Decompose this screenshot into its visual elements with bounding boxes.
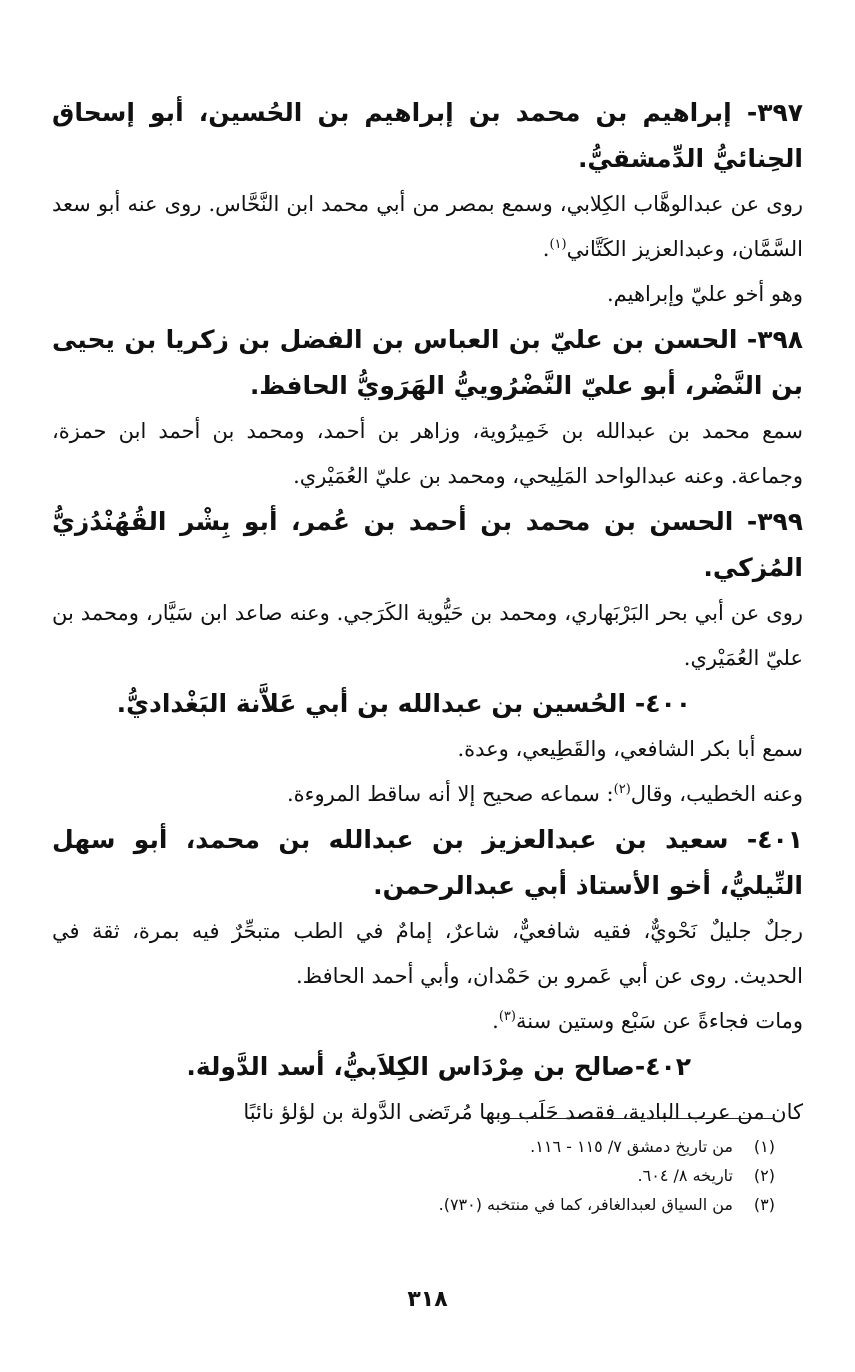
footnote-mark: (١) <box>549 237 567 252</box>
entry-heading-400: ٤٠٠- الحُسين بن عبدالله بن أبي عَلاَّنة البَغْداديُّ. <box>116 689 691 718</box>
entry-text: سمع محمد بن عبدالله بن خَمِيرُوية، وزاهر بن أحمد، ومحمد بن أحمد ابن حمزة، وجماعة. وعنه عبدالواحد المَلِيحي، ومحمد بن عليّ العُمَيْري. <box>52 419 803 488</box>
entry-body-402 <box>52 1090 803 1135</box>
entry-heading-397: ٣٩٧- إبراهيم بن محمد بن إبراهيم بن الحُسين، أبو إسحاق الحِنائيُّ الدِّمشقيُّ. <box>52 98 803 173</box>
entry-text: رجلٌ جليلٌ نَحْويٌّ، فقيه شافعيٌّ، شاعرٌ، إمامٌ في الطب متبحِّرٌ فيه بمرة، ثقة في الحديث. روى عن أبي عَمرو بن حَمْدان، وأبي أحمد الحافظ. <box>52 919 803 988</box>
entry-text: روى عن أبي بحر البَرْبَهاري، ومحمد بن حَيُّوية الكَرَجي. وعنه صاعد ابن سَيَّار، ومحمد بن عليّ العُمَيْري. <box>52 601 803 670</box>
entry-text: : سماعه صحيح إلا أنه ساقط المروءة. <box>286 782 614 806</box>
footnote-number: (١) <box>753 1137 775 1156</box>
footnote-divider <box>497 1118 775 1119</box>
footnote-item <box>75 1190 775 1219</box>
footnote-item <box>75 1132 775 1161</box>
entry-text: وعنه الخطيب، وقال <box>630 782 803 806</box>
entry-body-400 <box>52 727 803 817</box>
footnote-mark: (٣) <box>498 1009 516 1024</box>
footnote-item <box>75 1161 775 1190</box>
entry-body-399 <box>52 591 803 681</box>
entry-body-397: روى عن عبدالوهَّاب الكِلابي، وسمع بمصر من أبي محمد ابن النَّحَّاس. روى عنه أبو سعد السَّمَّان، وعبدالعزيز الكَتَّاني$^{(١)}$. وهو أخو عليّ وإبراهيم. <box>52 182 803 317</box>
entry-heading-399: ٣٩٩- الحسن بن محمد بن أحمد بن عُمر، أبو بِشْر القُهُنْدُزيُّ المُزكي. <box>52 507 803 582</box>
footnote-number: (٣) <box>753 1195 775 1214</box>
entry-body-398 <box>52 409 803 499</box>
footnote-text: من تاريخ دمشق ٧/ ١١٥ - ١١٦. <box>530 1137 733 1156</box>
entry-heading-402: ٤٠٢-صالح بن مِرْدَاس الكِلاَبيُّ، أسد الدَّولة. <box>186 1052 691 1081</box>
footnotes <box>75 1132 775 1219</box>
page-body <box>52 90 803 1135</box>
entry-text: سمع أبا بكر الشافعي، والقَطِيعي، وعدة. <box>457 737 803 761</box>
entry-text: وهو أخو عليّ وإبراهيم. <box>606 282 803 306</box>
entry-heading-398: ٣٩٨- الحسن بن عليّ بن العباس بن الفضل بن زكريا بن يحيى بن النَّضْر، أبو عليّ النَّضْرُوييُّ الهَرَويُّ الحافظ. <box>52 325 803 400</box>
footnote-number: (٢) <box>753 1166 775 1185</box>
footnote-text: تاريخه ٨/ ٦٠٤. <box>637 1166 733 1185</box>
entry-body-401: رجلٌ جليلٌ نَحْويٌّ، فقيه شافعيٌّ، شاعرٌ، إمامٌ في الطب متبحِّرٌ فيه بمرة، ثقة في الحديث. روى عن أبي عَمرو بن حَمْدان، وأبي أحمد الحافظ. ومات فجاءةً عن سَبْع وستين سنة$^{(٣)}$. <box>52 909 803 1044</box>
entry-text: روى عن عبدالوهَّاب الكِلابي، وسمع بمصر من أبي محمد ابن النَّحَّاس. روى عنه أبو سعد السَّمَّان، وعبدالعزيز الكَتَّاني <box>52 192 803 261</box>
footnote-mark: (٢) <box>613 782 631 797</box>
page-number: ٣١٨ <box>407 1287 448 1312</box>
entry-text: كان من عرب البادية، فقصد حَلَب وبها مُرتَضى الدَّولة بن لؤلؤ نائبًا <box>243 1100 803 1124</box>
entry-heading-401: ٤٠١- سعيد بن عبدالعزيز بن عبدالله بن محمد، أبو سهل النِّيليُّ، أخو الأستاذ أبي عبدالرحمن. <box>52 825 803 900</box>
footnote-text: من السياق لعبدالغافر، كما في منتخبه (٧٣٠). <box>438 1195 733 1214</box>
entry-text: ومات فجاءةً عن سَبْع وستين سنة <box>515 1009 803 1033</box>
